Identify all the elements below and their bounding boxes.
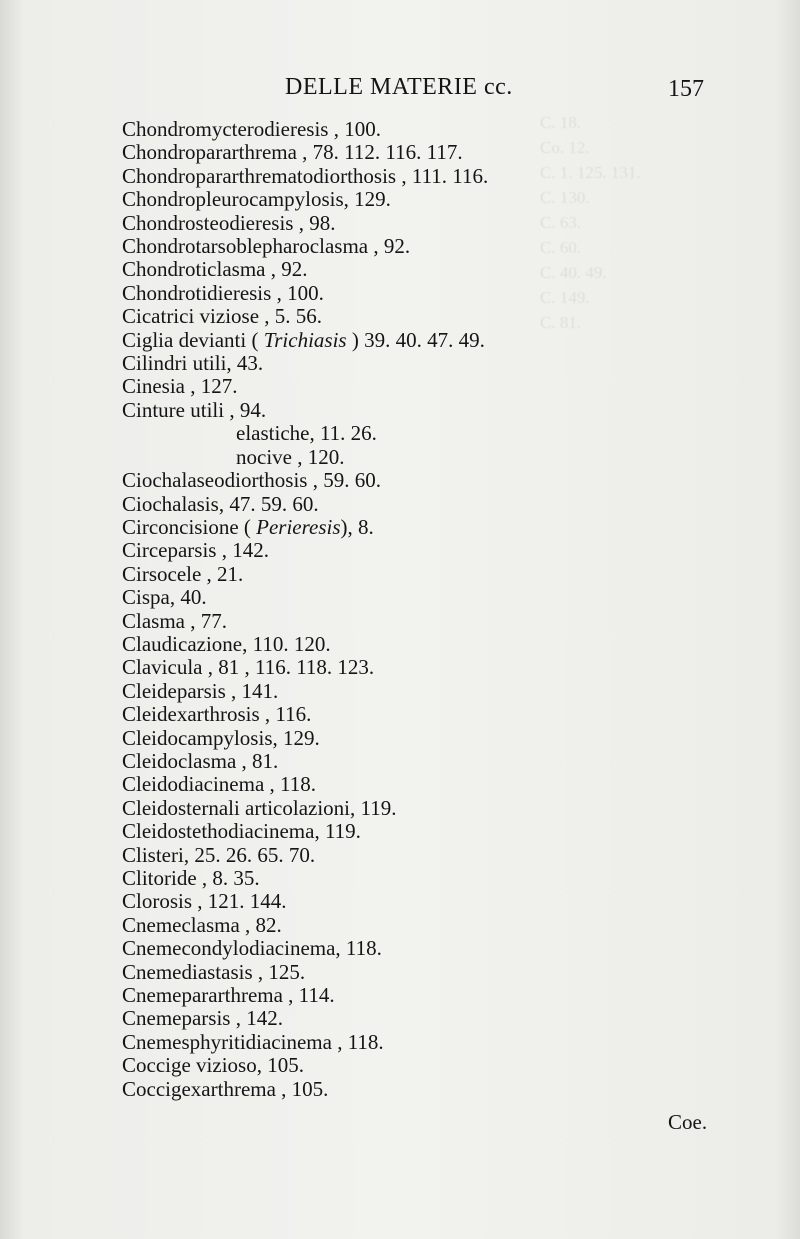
page-number: 157 xyxy=(668,76,704,102)
index-entry: Cnemepararthrema , 114. xyxy=(122,983,335,1008)
index-entry: Circeparsis , 142. xyxy=(122,538,269,563)
index-entry: elastiche, 11. 26. xyxy=(236,421,377,446)
index-entry: Coccigexarthrema , 105. xyxy=(122,1076,329,1101)
index-entry: Coccige vizioso, 105. xyxy=(122,1053,304,1078)
index-entry: Clavicula , 81 , 116. 118. 123. xyxy=(122,655,375,680)
index-entry: Cinesia , 127. xyxy=(122,374,238,399)
index-entry: Cleidoclasma , 81. xyxy=(122,748,279,773)
entry-text: Ciglia devianti ( xyxy=(122,327,264,352)
index-entry: Cleidocampylosis, 129. xyxy=(122,725,320,750)
index-entry: Cnemediastasis , 125. xyxy=(122,959,306,984)
index-entry xyxy=(122,516,682,539)
index-entry: Cleideparsis , 141. xyxy=(122,678,279,703)
index-entry: Cinture utili , 94. xyxy=(122,397,267,422)
index-entry: Clorosis , 121. 144. xyxy=(122,889,287,914)
index-entry: Cnemeclasma , 82. xyxy=(122,912,282,937)
index-entry: Chondropararthrema , 78. 112. 116. 117. xyxy=(122,140,463,165)
entry-text: ), 8. xyxy=(340,514,374,539)
running-title: DELLE MATERIE cc. xyxy=(285,74,513,100)
entry-text: ) 39. 40. 47. 49. xyxy=(346,327,485,352)
index-entry: Clitoride , 8. 35. xyxy=(122,866,260,890)
index-entry: Ciochalasis, 47. 59. 60. xyxy=(122,491,319,516)
index-entry: Clasma , 77. xyxy=(122,608,227,633)
index-entry: Cicatrici viziose , 5. 56. xyxy=(122,304,323,329)
index-entry: Chondrotarsoblepharoclasma , 92. xyxy=(122,234,411,259)
index-entry xyxy=(122,329,682,352)
index-entry: Cnemeparsis , 142. xyxy=(122,1006,283,1031)
index-entry: Chondropararthrematodiorthosis , 111. 116. xyxy=(122,163,489,188)
index-entry: Chondropleurocampylosis, 129. xyxy=(122,187,391,212)
page-header xyxy=(0,74,800,104)
index-entry: Chondrotidieresis , 100. xyxy=(122,280,324,305)
index-entry: nocive , 120. xyxy=(236,444,345,469)
index-entry: Chondroticlasma , 92. xyxy=(122,257,308,282)
index-entries xyxy=(122,118,682,1101)
entry-italic-term: Perieresis xyxy=(256,514,341,539)
index-entry: Cleidodiacinema , 118. xyxy=(122,772,317,797)
index-entry: Claudicazione, 110. 120. xyxy=(122,631,331,656)
index-entry: Cleidosternali articolazioni, 119. xyxy=(122,795,397,820)
index-entry: Clisteri, 25. 26. 65. 70. xyxy=(122,842,316,867)
index-entry: Cnemesphyritidiacinema , 118. xyxy=(122,1029,384,1054)
entry-text: Circoncisione ( xyxy=(122,514,257,539)
index-entry: Cleidexarthrosis , 116. xyxy=(122,702,312,727)
entry-italic-term: Trichiasis xyxy=(263,327,347,352)
catchword: Coe. xyxy=(668,1110,708,1134)
index-entry: Ciochalaseodiorthosis , 59. 60. xyxy=(122,468,381,493)
index-entry: Cnemecondylodiacinema, 118. xyxy=(122,936,382,961)
index-entry: Cispa, 40. xyxy=(122,585,207,610)
index-entry: Cilindri utili, 43. xyxy=(122,351,264,376)
index-entry: Cirsocele , 21. xyxy=(122,561,244,586)
index-entry: Chondrosteodieresis , 98. xyxy=(122,210,336,235)
index-entry: Chondromyсterodieresis , 100. xyxy=(122,117,381,141)
index-entry: Cleidostethodiacinema, 119. xyxy=(122,819,361,844)
show-through-text: C. 18. Co. 12. C. 1. 125. 131. C. 130. C. 63. C. 60. C. 40. 49. C. 149. C. 81. xyxy=(540,113,641,332)
